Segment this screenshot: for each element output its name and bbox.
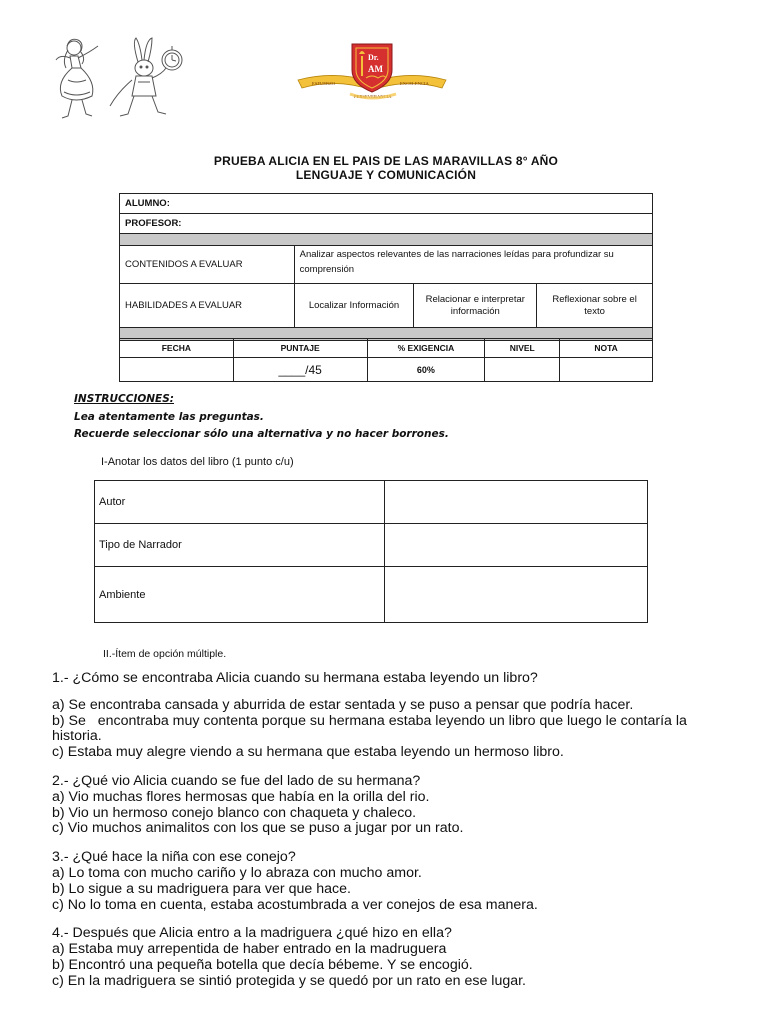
author-label: Autor: [95, 481, 385, 524]
student-info-table: [119, 193, 653, 341]
skills-label: HABILIDADES A EVALUAR: [120, 284, 295, 328]
question-text: 3.- ¿Qué hace la niña con ese conejo?: [52, 849, 296, 866]
logo-initials-bottom: AM: [368, 64, 383, 74]
logo-band-left: ESFUERZO: [312, 81, 336, 86]
setting-label: Ambiente: [95, 567, 385, 623]
teacher-label: PROFESOR:: [125, 218, 182, 229]
level-cell[interactable]: [485, 358, 560, 382]
question-text: 1.- ¿Cómo se encontraba Alicia cuando su hermana estaba leyendo un libro?: [52, 670, 538, 686]
option-a[interactable]: a) Lo toma con mucho cariño y lo abraza con mucho amor.: [52, 864, 422, 881]
question-text: 2.- ¿Qué vio Alicia cuando se fue del lado de su hermana?: [52, 772, 421, 789]
points-header: PUNTAJE: [233, 339, 367, 358]
setting-answer[interactable]: [384, 567, 647, 623]
contents-label: CONTENIDOS A EVALUAR: [120, 246, 295, 284]
option-c[interactable]: c) Vio muchos animalitos con los que se puso a jugar por un rato.: [52, 820, 464, 837]
skill-reflect: Reflexionar sobre el texto: [537, 284, 653, 328]
skill-relate: Relacionar e interpretar información: [414, 284, 537, 328]
option-c[interactable]: c) Estaba muy alegre viendo a su hermana que estaba leyendo un hermoso libro.: [52, 744, 564, 761]
student-field[interactable]: [120, 194, 653, 214]
option-c[interactable]: c) No lo toma en cuenta, estaba acostumbrada a ver conejos de esa manera.: [52, 896, 538, 913]
test-title: PRUEBA ALICIA EN EL PAIS DE LAS MARAVILLAS 8° AÑO: [213, 154, 559, 168]
instruction-line-2: Recuerde seleccionar sólo una alternativa y no hacer borrones.: [74, 428, 449, 440]
logo-initials-top: Dr.: [368, 53, 379, 62]
grade-cell[interactable]: [560, 358, 653, 382]
option-a[interactable]: a) Estaba muy arrepentida de haber entrado en la madruguera: [52, 941, 447, 958]
subject-title: LENGUAJE Y COMUNICACIÓN: [295, 168, 477, 182]
instructions-title: INSTRUCCIONES:: [74, 393, 174, 405]
book-data-table: [94, 480, 648, 623]
question-text: 4.- Después que Alicia entro a la madriguera ¿qué hizo en ella?: [52, 925, 452, 942]
section-1-title: I-Anotar los datos del libro (1 punto c/u): [101, 456, 294, 468]
points-cell[interactable]: ____/45: [233, 358, 367, 382]
question-4: [52, 926, 732, 989]
option-b[interactable]: b) Vio un hermoso conejo blanco con chaqueta y chaleco.: [52, 804, 417, 821]
level-header: NIVEL: [485, 339, 560, 358]
requirement-header: % EXIGENCIA: [367, 339, 485, 358]
option-b[interactable]: b) Lo sigue a su madriguera para ver que hace.: [52, 880, 351, 897]
grade-header: NOTA: [560, 339, 653, 358]
contents-value: Analizar aspectos relevantes de las narraciones leídas para profundizar su comprensión: [294, 246, 652, 284]
score-table: [119, 338, 653, 382]
narrator-label: Tipo de Narrador: [95, 524, 385, 567]
date-cell[interactable]: [120, 358, 234, 382]
option-b[interactable]: b) Encontró una pequeña botella que decía bébeme. Y se encogió.: [52, 956, 473, 973]
logo-band-right: EXCELENCIA: [400, 81, 429, 86]
alice-rabbit-illustration: [48, 34, 196, 126]
section-2-title: II.-Ítem de opción múltiple.: [103, 648, 227, 660]
author-answer[interactable]: [384, 481, 647, 524]
logo-band-bottom: PERSEVERANCIA: [354, 94, 392, 99]
question-3: [52, 850, 732, 913]
option-a[interactable]: a) Se encontraba cansada y aburrida de estar sentada y se puso a pensar que podría hacer.: [52, 696, 634, 713]
question-1: [52, 671, 732, 761]
questions-list: [52, 671, 732, 1003]
gray-divider-1: [120, 234, 653, 246]
option-b[interactable]: b) Se encontraba muy contenta porque su hermana estaba leyendo un libro que luego le contaría la historia.: [52, 712, 691, 745]
student-label: ALUMNO:: [125, 198, 170, 209]
question-2: [52, 774, 732, 837]
narrator-answer[interactable]: [384, 524, 647, 567]
option-c[interactable]: c) En la madriguera se sintió protegida y se quedó por un rato en ese lugar.: [52, 972, 526, 989]
option-a[interactable]: a) Vio muchas flores hermosas que había en la orilla del rio.: [52, 788, 430, 805]
instruction-line-1: Lea atentamente las preguntas.: [74, 411, 264, 423]
school-logo: [296, 40, 448, 102]
date-header: FECHA: [120, 339, 234, 358]
requirement-cell: 60%: [367, 358, 485, 382]
teacher-field[interactable]: [120, 214, 653, 234]
skill-locate: Localizar Información: [294, 284, 414, 328]
